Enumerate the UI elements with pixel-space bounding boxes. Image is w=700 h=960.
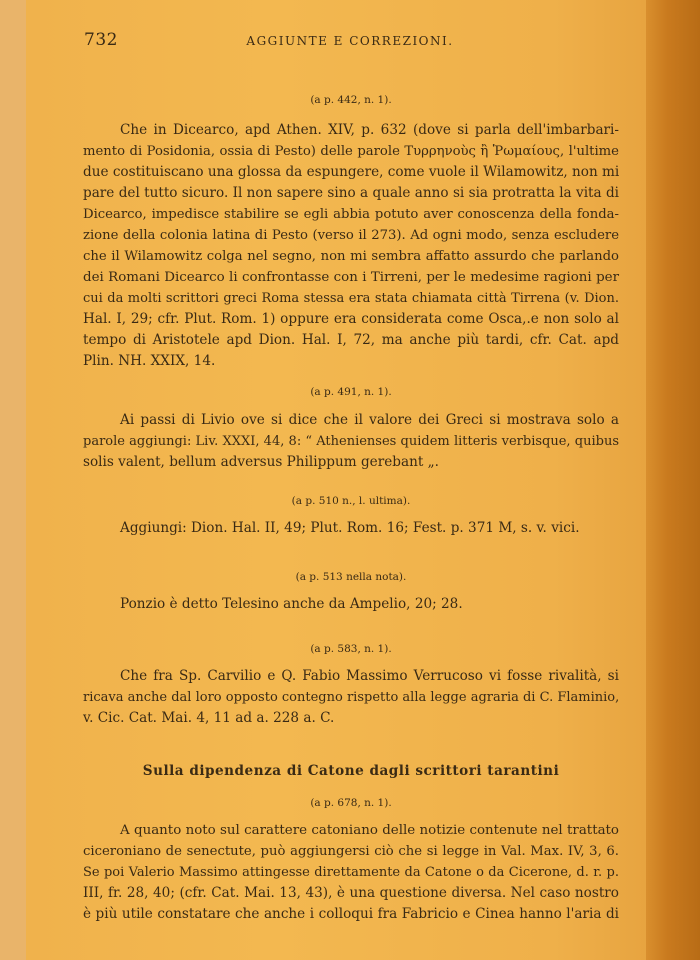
text-line: Ai passi di Livio ove si dice che il valore dei Greci si mostrava solo a — [120, 412, 619, 428]
text-line: Che in Dicearco, apd Athen. XIV, p. 632 (dove si parla dell'imbarbari- — [120, 122, 619, 138]
section-reference: (a p. 583, n. 1). — [310, 643, 392, 655]
text-line: dei Romani Dicearco li confrontasse con i Tirreni, per le medesime ragioni per — [83, 270, 619, 285]
text-line: tempo di Aristotele apd Dion. Hal. I, 72, ma anche più tardi, cfr. Cat. apd — [83, 332, 619, 348]
text-line: che il Wilamowitz colga nel segno, non mi sembra affatto assurdo che parlando — [83, 249, 619, 264]
text-line: ricava anche dal loro opposto contegno rispetto alla legge agraria di C. Flaminio, — [83, 690, 620, 705]
text-line: ciceroniano de senectute, può aggiungersi ciò che si legge in Val. Max. IV, 3, 6. — [83, 844, 619, 859]
text-line: A quanto noto sul carattere catoniano delle notizie contenute nel trattato — [120, 823, 619, 838]
text-line: due costituiscano una glossa da espungere, come vuole il Wilamowitz, non mi — [83, 164, 620, 180]
text-line: parole aggiungi: Liv. XXXI, 44, 8: “ Athenienses quidem litteris verbisque, quibus — [83, 434, 619, 449]
text-line: solis valent, bellum adversus Philippum gerebant „. — [83, 454, 439, 470]
text-line: Plin. NH. XXIX, 14. — [83, 353, 216, 369]
running-head: AGGIUNTE E CORREZIONI. — [246, 34, 454, 48]
section-heading: Sulla dipendenza di Catone dagli scrittori tarantini — [142, 763, 560, 779]
text-line: mento di Posidonia, ossia di Pesto) delle parole Τυρρηνοὺς ἢ Ῥωμαίους, l'ultime — [83, 144, 619, 159]
text-line: Dicearco, impedisce stabilire se egli abbia potuto aver conoscenza della fonda- — [83, 207, 619, 222]
section-reference: (a p. 510 n., l. ultima). — [291, 495, 411, 507]
text-line: III, fr. 28, 40; (cfr. Cat. Mai. 13, 43), è una questione diversa. Nel caso nostro — [83, 885, 619, 901]
text-line: zione della colonia latina di Pesto (verso il 273). Ad ogni modo, senza escludere — [83, 228, 619, 243]
text-line: Se poi Valerio Massimo attingesse direttamente da Catone o da Cicerone, d. r. p. — [83, 865, 619, 880]
text-line: Aggiungi: Dion. Hal. II, 49; Plut. Rom. 16; Fest. p. 371 M, s. v. vici. — [120, 520, 580, 536]
text-line: è più utile constatare che anche i colloqui fra Fabricio e Cinea hanno l'aria di — [83, 906, 619, 922]
section-reference: (a p. 513 nella nota). — [295, 571, 407, 583]
section-reference: (a p. 491, n. 1). — [310, 386, 392, 398]
text-line: v. Cic. Cat. Mai. 4, 11 ad a. 228 a. C. — [83, 710, 335, 726]
text-line: Che fra Sp. Carvilio e Q. Fabio Massimo Verrucoso vi fosse rivalità, si — [120, 668, 619, 684]
text-line: pare del tutto sicuro. Il non sapere sino a quale anno si sia protratta la vita di — [83, 185, 619, 201]
section-reference: (a p. 678, n. 1). — [310, 797, 392, 809]
text-line: Hal. I, 29; cfr. Plut. Rom. 1) oppure era considerata come Osca,.e non solo al — [83, 311, 619, 327]
section-reference: (a p. 442, n. 1). — [310, 94, 392, 106]
page-number: 732 — [84, 30, 118, 50]
page-edge — [646, 0, 700, 960]
text-line: cui da molti scrittori greci Roma stessa era stata chiamata città Tirrena (v. Dion. — [83, 291, 619, 306]
text-line: Ponzio è detto Telesino anche da Ampelio, 20; 28. — [120, 596, 463, 612]
